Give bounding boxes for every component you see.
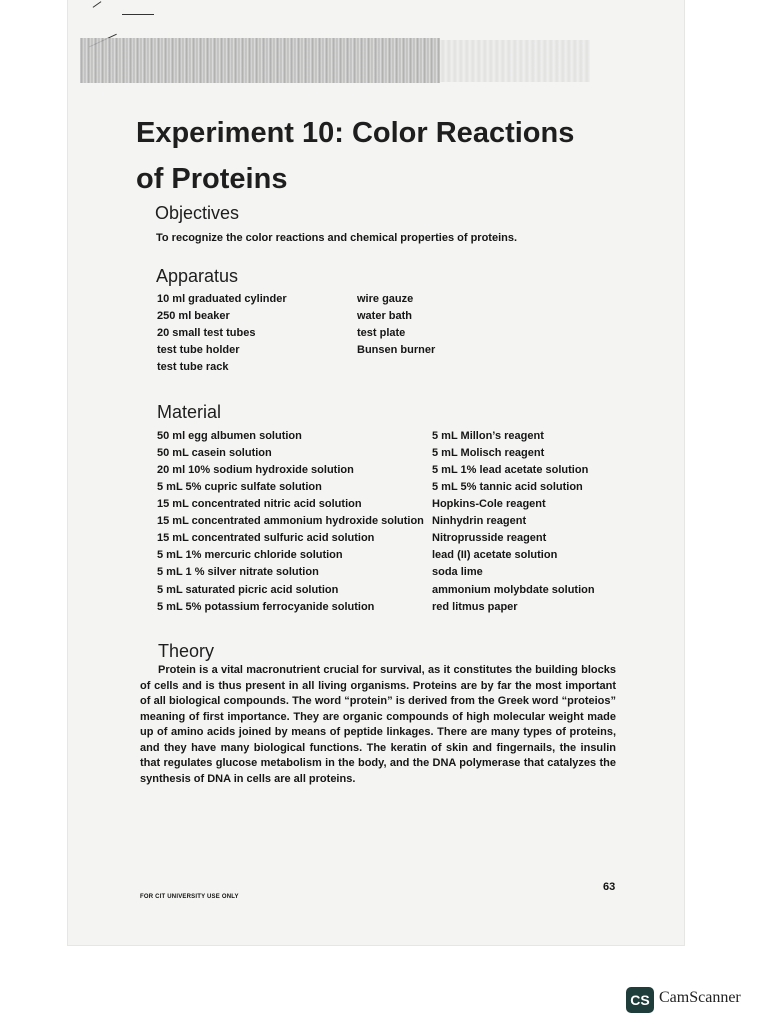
footer-note: FOR CIT UNIVERSITY USE ONLY [140, 894, 239, 900]
apparatus-item: 20 small test tubes [157, 327, 256, 339]
title-line-1: Experiment 10: Color Reactions [136, 117, 575, 149]
theory-text: Protein is a vital macronutrient crucial for survival, as it constitutes the building blocks of cells and is thus present in all living organisms. Proteins are by far the most important of all biological compounds. The word “protein” is derived from the Greek word “proteios” meaning of first importance. They are organic compounds of high molecular weight made up of amino acids joined by means of peptide linkages. There are many types of proteins, and they have many biological functions. The keratin of skin and fingernails, the insulin that regulates glucose metabolism in the body, and the DNA polymerase that catalyzes the synthesis of DNA in cells are all proteins. [140, 664, 616, 785]
material-item: 5 mL 5% tannic acid solution [432, 481, 583, 493]
apparatus-item: test tube holder [157, 344, 240, 356]
theory-heading: Theory [158, 641, 215, 661]
page-title [136, 110, 574, 202]
apparatus-heading: Apparatus [156, 266, 239, 286]
material-item: 5 mL 1% lead acetate solution [432, 464, 589, 476]
camscanner-logo-icon: CS [626, 987, 654, 1013]
material-item: soda lime [432, 566, 483, 578]
material-item: lead (II) acetate solution [432, 549, 558, 561]
camscanner-watermark: CamScanner [659, 989, 741, 1006]
material-item: 5 mL Millon’s reagent [432, 430, 544, 442]
apparatus-item: water bath [357, 310, 413, 322]
apparatus-item: 250 ml beaker [157, 310, 230, 322]
apparatus-item: wire gauze [357, 293, 414, 305]
material-item: 5 mL 1% mercuric chloride solution [157, 549, 343, 561]
page-number: 63 [603, 881, 616, 893]
objectives-text: To recognize the color reactions and chemical properties of proteins. [156, 232, 518, 244]
header-banner-fade [440, 40, 590, 82]
material-item: 15 mL concentrated ammonium hydroxide solution [157, 515, 424, 527]
material-item: 5 mL Molisch reagent [432, 447, 545, 459]
material-item: 15 mL concentrated sulfuric acid solution [157, 532, 375, 544]
apparatus-item: test plate [357, 327, 406, 339]
title-line-2: of Proteins [136, 163, 288, 195]
material-item: ammonium molybdate solution [432, 584, 595, 596]
material-item: Hopkins-Cole reagent [432, 498, 546, 510]
material-item: Nitroprusside reagent [432, 532, 547, 544]
apparatus-item: test tube rack [157, 361, 229, 373]
material-item: red litmus paper [432, 601, 518, 613]
material-item: 20 ml 10% sodium hydroxide solution [157, 464, 354, 476]
header-banner-image [80, 38, 440, 83]
material-item: 50 mL casein solution [157, 447, 272, 459]
apparatus-item: Bunsen burner [357, 344, 436, 356]
material-heading: Material [157, 402, 222, 422]
apparatus-item: 10 ml graduated cylinder [157, 293, 287, 305]
material-item: 5 mL 5% potassium ferrocyanide solution [157, 601, 375, 613]
material-item: Ninhydrin reagent [432, 515, 527, 527]
pen-mark [122, 14, 154, 15]
material-item: 5 mL 1 % silver nitrate solution [157, 566, 319, 578]
material-item: 5 mL 5% cupric sulfate solution [157, 481, 322, 493]
material-item: 50 ml egg albumen solution [157, 430, 302, 442]
material-item: 15 mL concentrated nitric acid solution [157, 498, 362, 510]
material-item: 5 mL saturated picric acid solution [157, 584, 339, 596]
objectives-heading: Objectives [155, 203, 240, 223]
